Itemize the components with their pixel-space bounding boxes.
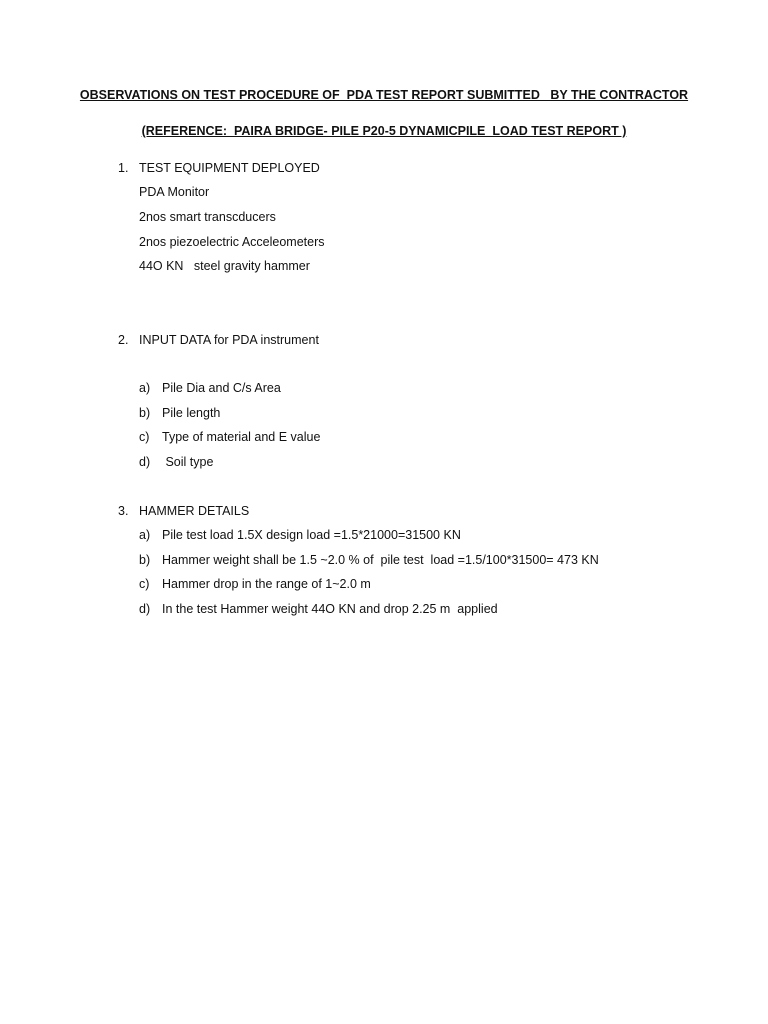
list-item-marker: c): [139, 577, 150, 591]
section-3-number: 3.: [118, 504, 129, 518]
document-title: OBSERVATIONS ON TEST PROCEDURE OF PDA TEST REPORT SUBMITTED BY THE CONTRACTOR: [79, 88, 689, 102]
section-1-heading: TEST EQUIPMENT DEPLOYED: [139, 161, 320, 175]
list-item-marker: b): [139, 406, 151, 420]
list-item-text: Soil type: [162, 455, 214, 469]
list-item-text: Pile length: [162, 406, 221, 420]
list-item-marker: d): [139, 455, 151, 469]
list-item-text: In the test Hammer weight 44O KN and drop 2.25 m applied: [162, 602, 498, 616]
list-item-text: Pile Dia and C/s Area: [162, 381, 281, 395]
list-item-marker: d): [139, 602, 151, 616]
list-item-marker: c): [139, 430, 150, 444]
list-item-marker: a): [139, 381, 151, 395]
equipment-line: 2nos smart transcducers: [139, 210, 276, 224]
section-2-heading: INPUT DATA for PDA instrument: [139, 333, 319, 347]
list-item-text: Pile test load 1.5X design load =1.5*21000=31500 KN: [162, 528, 461, 542]
list-item-text: Type of material and E value: [162, 430, 321, 444]
section-2-number: 2.: [118, 333, 129, 347]
section-3-heading: HAMMER DETAILS: [139, 504, 250, 518]
section-1-number: 1.: [118, 161, 129, 175]
equipment-line: 2nos piezoelectric Acceleometers: [139, 235, 325, 249]
list-item-text: Hammer drop in the range of 1~2.0 m: [162, 577, 371, 591]
reference-line: (REFERENCE: PAIRA BRIDGE- PILE P20-5 DYNAMICPILE LOAD TEST REPORT ): [141, 124, 627, 138]
equipment-line: PDA Monitor: [139, 185, 210, 199]
list-item-marker: b): [139, 553, 151, 567]
equipment-line: 44O KN steel gravity hammer: [139, 259, 310, 273]
list-item-text: Hammer weight shall be 1.5 ~2.0 % of pile test load =1.5/100*31500= 473 KN: [162, 553, 599, 567]
list-item-marker: a): [139, 528, 151, 542]
